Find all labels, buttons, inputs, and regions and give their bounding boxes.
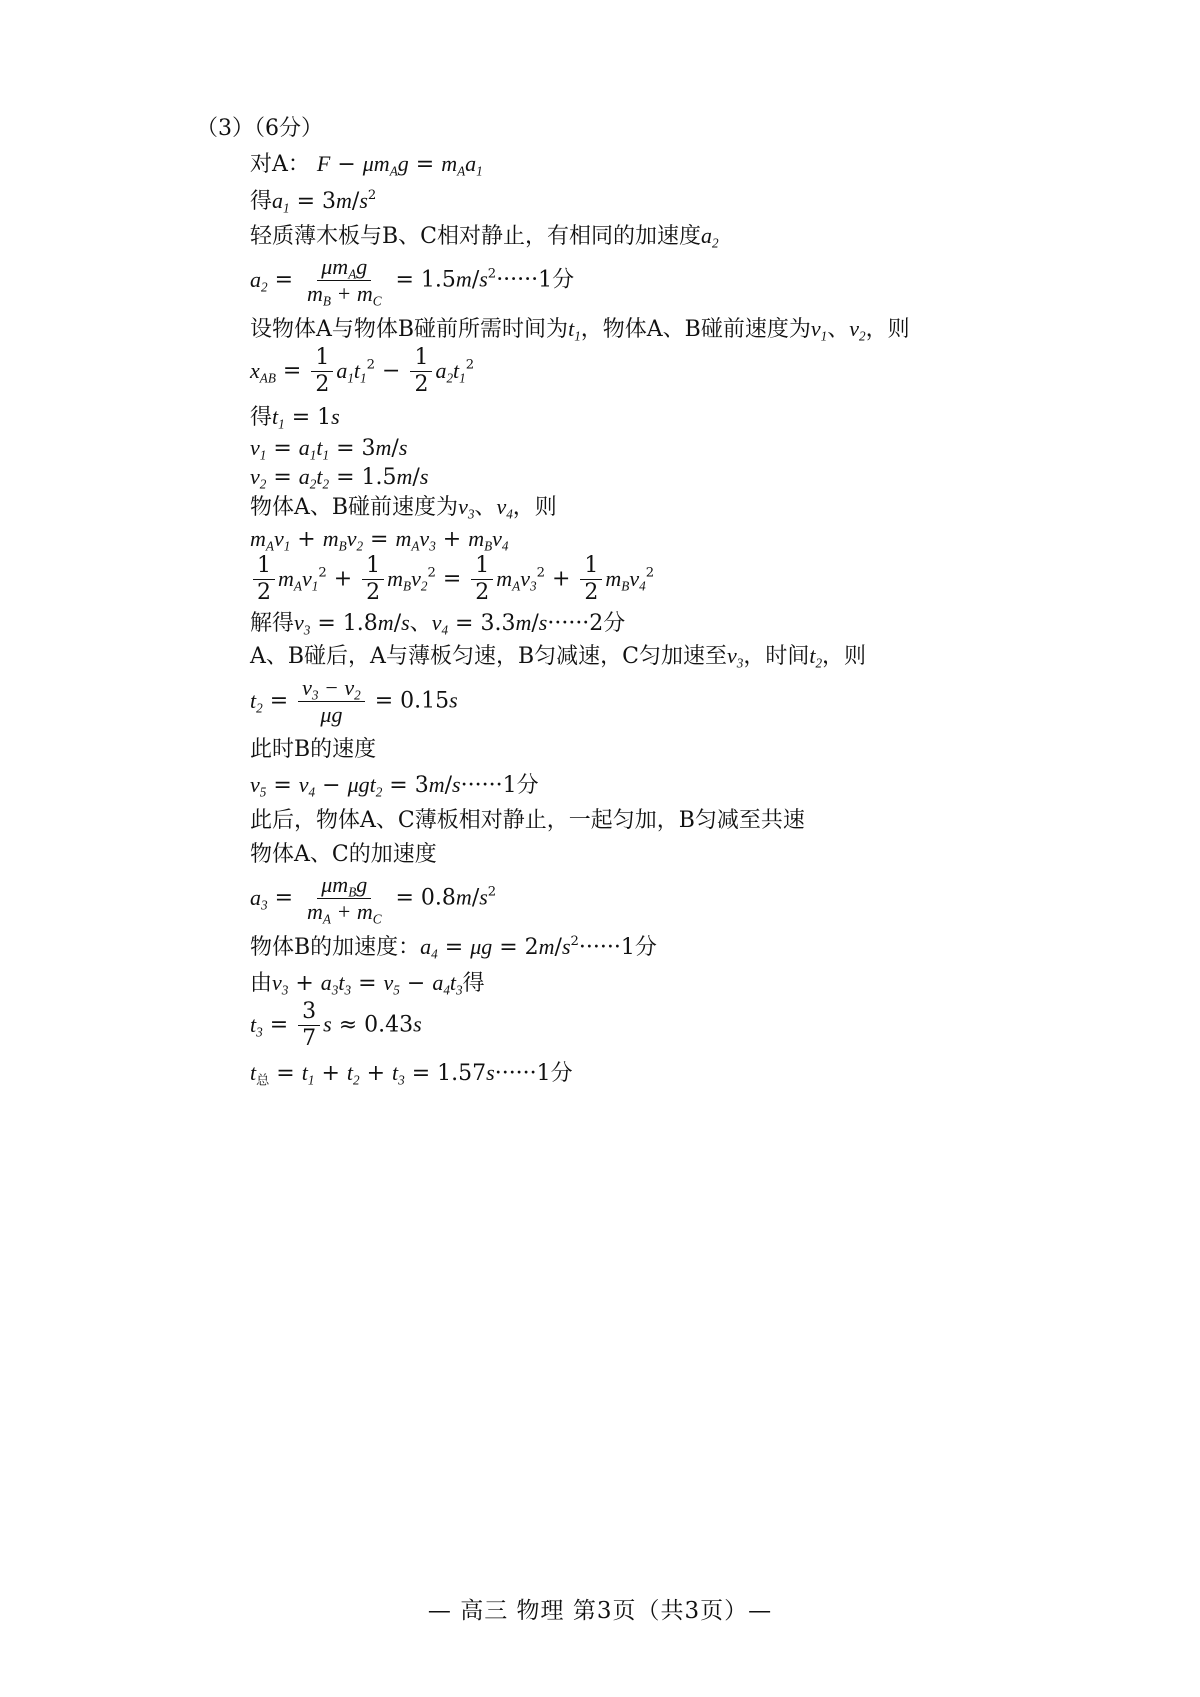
equation-displacement: $x_{AB}$ = $\frac{1}{2}$ $a_1t_1^2$ − $\frac{1}{2}$ $a_2t_1^2$ [250,345,475,397]
equation-energy: $\frac{1}{2}$ $m_Av_1^2$ + $\frac{1}{2}$ $m_Bv_2^2$ = $\frac{1}{2}$ $m_Av_3^2$ + $\frac{1}{2}$ $m_Bv_4^2$ [250,554,654,605]
equation-a4: 物体B的加速度：$a_4 = \mu g = 2m/s^2\cdot\cdot\cdot\cdot\cdot\cdot 1$分 [250,933,657,962]
equation-v1: $v_1 = a_1t_1 = 3m/s$ [250,435,408,463]
fraction-t2: $\frac{v_3 - v_2}{\mu g}$ [298,676,365,727]
score-mark: ······2分 [547,611,626,636]
result-v3-v4: 解得$v_3 = 1.8m/s$、$v_4 = 3.3m/s\cdot\cdot\cdot\cdot\cdot\cdot 2$分 [250,610,626,638]
text-common-acceleration: 轻质薄木板与B、C相对静止，有相同的加速度$a_2$ [250,223,719,251]
score-mark: ······1分 [494,1061,573,1086]
page-footer: — 高三 物理 第3页（共3页）— [427,1598,773,1624]
equation-force-a: 对A： $F - \mu m_Ag = m_Aa_1$ [250,151,483,179]
fraction-a2: $\frac{\mu m_Ag}{m_B + m_C}$ [307,254,382,309]
score-mark: ······1分 [460,773,539,798]
equation-v5: $v_5 = v_4 - \mu gt_2 = 3m/s\cdot\cdot\cdot\cdot\cdot\cdot 1$分 [250,772,539,800]
text-b-velocity: 此时B的速度 [250,737,377,762]
text-collision-time: 设物体A与物体B碰前所需时间为$t_1$，物体A、B碰前速度为$v_1$、$v_2$，则 [250,316,910,344]
result-t1: 得$t_1 = 1s$ [250,404,340,432]
equation-a2: $a_2$ = $\frac{\mu m_Ag}{m_B + m_C}$ = $1.5m/s^2\cdot\cdot\cdot\cdot\cdot\cdot 1$分 [250,254,575,309]
fraction-a3: $\frac{\mu m_Bg}{m_A + m_C}$ [307,872,382,927]
score-mark: ······1分 [578,935,657,960]
text-post-velocity: 物体A、B碰前速度为$v_3$、$v_4$，则 [250,494,557,522]
equation-a3: $a_3$ = $\frac{\mu m_Bg}{m_A + m_C}$ = $0.8m/s^2$ [250,872,497,927]
section-heading: （3）（6分） [196,116,323,141]
text-after-collision: A、B碰后，A与薄板匀速，B匀减速，C匀加速至$v_3$，时间$t_2$，则 [250,643,867,671]
text-afterwards: 此后，物体A、C薄板相对静止，一起匀加，B匀减至共速 [250,808,805,833]
score-mark: ······1分 [496,267,575,293]
result-a1: 得$a_1 = 3m/s^2$ [250,187,377,216]
text-ac-acceleration: 物体A、C的加速度 [250,842,437,867]
equation-v2: $v_2 = a_2t_2 = 1.5m/s$ [250,464,429,492]
equation-t2: $t_2$ = $\frac{v_3 - v_2}{\mu g}$ = 0.15s [250,675,458,727]
equation-t3: $t_3$ = $\frac{3}{7}$ s ≈ 0.43s [250,999,422,1051]
equation-total-time: $t_总 = t_1 + t_2 + t_3 = 1.57s\cdot\cdot\cdot\cdot\cdot\cdot 1$分 [250,1060,573,1089]
equation-common-speed: 由$v_3 + a_3t_3 = v_5 - a_4t_3$得 [250,970,485,998]
equation-momentum: $m_Av_1 + m_Bv_2 = m_Av_3 + m_Bv_4$ [250,526,509,554]
